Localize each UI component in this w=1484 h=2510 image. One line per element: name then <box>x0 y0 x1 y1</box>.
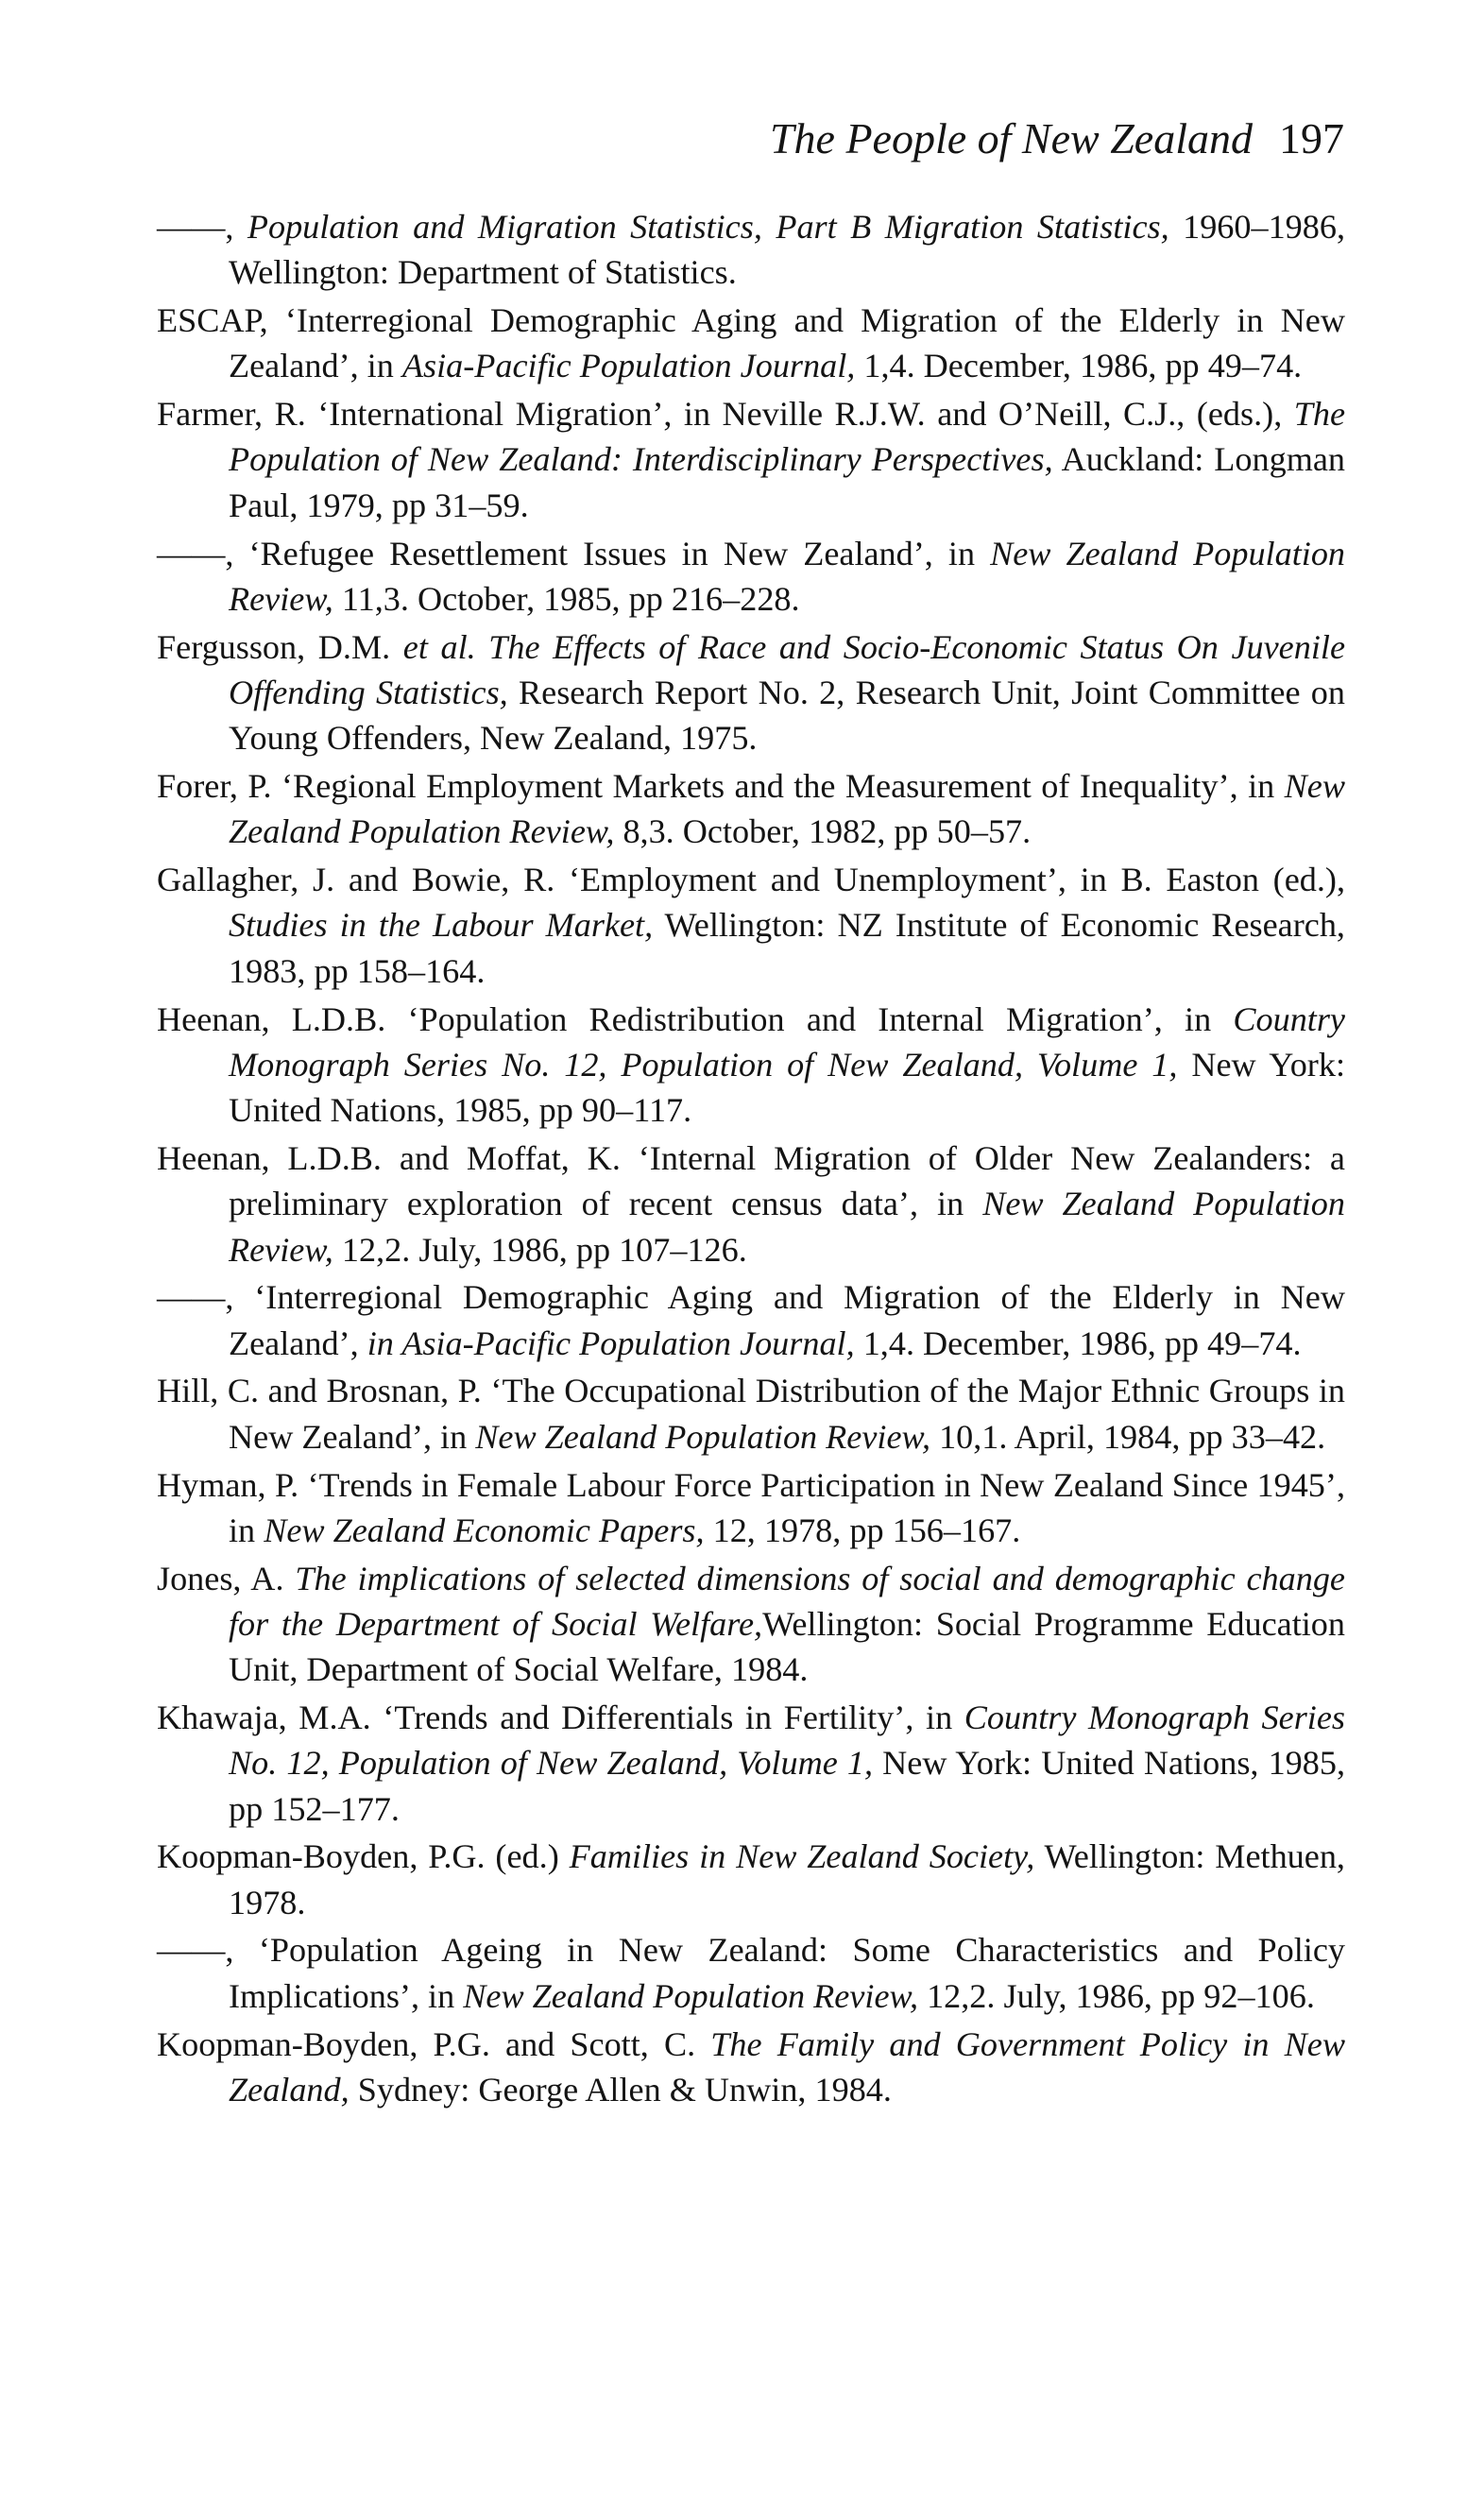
reference-italic-text: Country Monograph Series No. 12, Population of New Zealand, Volume 1, <box>229 1699 1345 1783</box>
reference-italic-text: New Zealand Economic Papers, <box>264 1511 705 1549</box>
reference-entry <box>157 1927 1345 2019</box>
reference-entry <box>157 1462 1345 1554</box>
reference-italic-text: The implications of selected dimensions of social and demographic change for the Department of Social Welfare, <box>229 1559 1345 1643</box>
reference-text: 12,2. July, 1986, pp 107–126. <box>333 1230 747 1269</box>
reference-entry <box>157 1368 1345 1460</box>
reference-text: ——, ‘Refugee Resettlement Issues in New Zealand’, in <box>157 534 991 572</box>
reference-text: Khawaja, M.A. ‘Trends and Differentials in Fertility’, in <box>157 1699 964 1736</box>
reference-italic-text: in Asia-Pacific Population Journal, <box>367 1323 855 1362</box>
reference-text: Hill, C. and Brosnan, P. ‘The Occupational Distribution of the Major Ethnic Groups in New Zealand’, in <box>157 1372 1345 1456</box>
reference-entry <box>157 1834 1345 1925</box>
reference-entry <box>157 624 1345 761</box>
reference-entry <box>157 531 1345 623</box>
reference-text: New York: United Nations, 1985, pp 152–177. <box>229 1744 1345 1828</box>
reference-entry <box>157 763 1345 855</box>
reference-entry <box>157 391 1345 528</box>
reference-italic-text: New Zealand Population Review, <box>229 534 1345 618</box>
reference-entry <box>157 1556 1345 1693</box>
reference-italic-text: Studies in the Labour Market, <box>229 906 654 945</box>
reference-italic-text: New Zealand Population Review, <box>229 1185 1345 1269</box>
reference-italic-text: New Zealand Population Review, <box>463 1976 919 2015</box>
reference-text: Fergusson, D.M. <box>157 627 403 666</box>
reference-italic-text: Asia-Pacific Population Journal, <box>401 347 856 385</box>
page-number: 197 <box>1279 114 1344 162</box>
reference-text: 10,1. April, 1984, pp 33–42. <box>930 1417 1326 1456</box>
reference-italic-text: et al. The Effects of Race and Socio-Economic Status On Juvenile Offending Statistics, <box>229 627 1345 711</box>
reference-italic-text: Country Monograph Series No. 12, Population of New Zealand, Volume 1, <box>229 999 1345 1084</box>
reference-text: 11,3. October, 1985, pp 216–228. <box>333 579 800 618</box>
reference-italic-text: Population and Migration Statistics, Part B Migration Statistics, <box>247 208 1169 246</box>
running-head-title: The People of New Zealand <box>769 114 1253 162</box>
reference-text: Koopman-Boyden, P.G. (ed.) <box>157 1837 570 1876</box>
reference-entry <box>157 298 1345 389</box>
reference-text: Hyman, P. ‘Trends in Female Labour Force Participation in New Zealand Since 1945’, in <box>157 1465 1345 1549</box>
reference-italic-text: Families in New Zealand Society, <box>569 1837 1035 1876</box>
reference-text: 12, 1978, pp 156–167. <box>704 1511 1021 1549</box>
reference-text: ESCAP, ‘Interregional Demographic Aging and Migration of the Elderly in New Zealand’, in <box>157 301 1345 385</box>
reference-text: Heenan, L.D.B. ‘Population Redistribution and Internal Migration’, in <box>157 999 1234 1038</box>
reference-text: ——, ‘Population Ageing in New Zealand: Some Characteristics and Policy Implications’, in <box>157 1931 1345 2015</box>
reference-text: Heenan, L.D.B. and Moffat, K. ‘Internal Migration of Older New Zealanders: a preliminary exploration of recent census data’, in <box>157 1138 1345 1223</box>
reference-text: Farmer, R. ‘International Migration’, in Neville R.J.W. and O’Neill, C.J., (eds.), <box>157 395 1294 434</box>
reference-italic-text: The Population of New Zealand: Interdisciplinary Perspectives, <box>229 395 1345 479</box>
reference-text: Gallagher, J. and Bowie, R. ‘Employment and Unemployment’, in B. Easton (ed.), <box>157 861 1345 899</box>
reference-text: 1,4. December, 1986, pp 49–74. <box>855 347 1303 385</box>
reference-text: Auckland: Longman Paul, 1979, pp 31–59. <box>229 440 1345 524</box>
reference-text: Wellington: Methuen, 1978. <box>229 1837 1345 1921</box>
reference-text: Forer, P. ‘Regional Employment Markets and the Measurement of Inequality’, in <box>157 767 1285 806</box>
reference-italic-text: New Zealand Population Review, <box>475 1417 931 1456</box>
reference-italic-text: The Family and Government Policy in New Zealand, <box>229 2024 1345 2109</box>
reference-text: ——, ‘Interregional Demographic Aging and Migration of the Elderly in New Zealand’, <box>157 1278 1345 1362</box>
reference-text: ——, <box>157 208 247 246</box>
reference-entry <box>157 1135 1345 1272</box>
reference-text: Research Report No. 2, Research Unit, Joint Committee on Young Offenders, New Zealand, 1975. <box>229 673 1345 758</box>
reference-text: 1960–1986, Wellington: Department of Statistics. <box>229 208 1346 292</box>
reference-text: 8,3. October, 1982, pp 50–57. <box>614 812 1032 851</box>
reference-entry <box>157 204 1345 296</box>
reference-text: Jones, A. <box>157 1559 296 1597</box>
reference-list <box>157 204 1345 2115</box>
reference-text: Koopman-Boyden, P.G. and Scott, C. <box>157 2024 711 2063</box>
reference-text: Sydney: George Allen & Unwin, 1984. <box>349 2070 892 2109</box>
running-head <box>769 114 1344 162</box>
reference-text: 12,2. July, 1986, pp 92–106. <box>918 1976 1315 2015</box>
reference-text: 1,4. December, 1986, pp 49–74. <box>854 1323 1302 1362</box>
reference-entry <box>157 997 1345 1134</box>
reference-text: Wellington: Social Programme Education Unit, Department of Social Welfare, 1984. <box>229 1604 1345 1689</box>
reference-entry <box>157 1695 1345 1832</box>
reference-entry <box>157 2022 1345 2113</box>
reference-text: New York: United Nations, 1985, pp 90–117. <box>229 1045 1345 1130</box>
reference-entry <box>157 1274 1345 1366</box>
reference-italic-text: New Zealand Population Review, <box>229 767 1345 851</box>
reference-text: Wellington: NZ Institute of Economic Research, 1983, pp 158–164. <box>229 906 1345 990</box>
reference-entry <box>157 857 1345 994</box>
